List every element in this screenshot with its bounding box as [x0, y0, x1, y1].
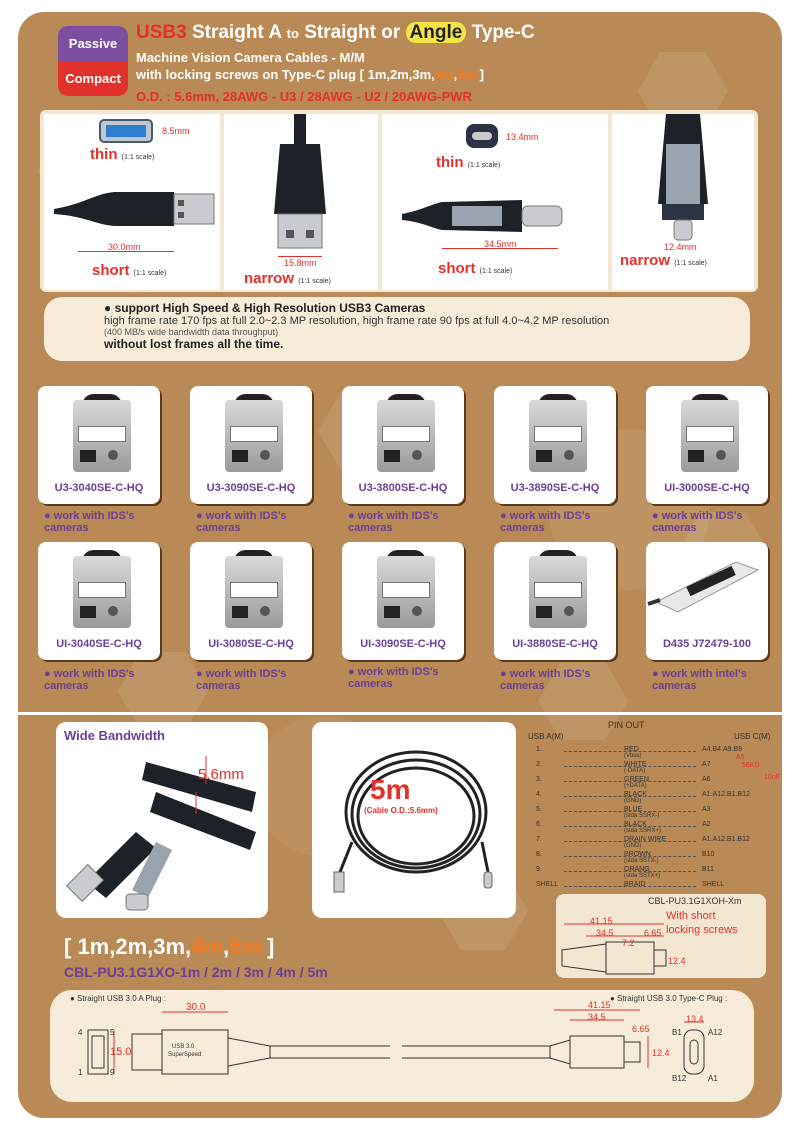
- wire-name: BROWN: [624, 851, 651, 858]
- works-with-note: ● work with IDS's cameras: [196, 510, 287, 534]
- subtitle-4m: 4m: [434, 67, 454, 82]
- connector-photo-panel: [40, 110, 758, 292]
- cable-length-5m: 5m: [370, 774, 411, 805]
- works-with-note: ● work with IDS's cameras: [652, 510, 743, 534]
- bottom-dim-34-5: 34.5: [588, 1012, 606, 1022]
- title-part3: Type-C: [471, 22, 535, 43]
- outer-diameter-spec: O.D. : 5.6mm, 28AWG - U3 / 28AWG - U2 / 20AWG-PWR: [136, 89, 472, 104]
- usb-brand-2: SuperSpeed: [168, 1052, 202, 1058]
- wire-signal: (stda SSTX-): [624, 858, 659, 864]
- pin-number: 8.: [536, 851, 542, 858]
- pinout-row: [528, 776, 782, 790]
- thin-label: thin: [90, 146, 118, 163]
- pinout-row: [528, 806, 782, 820]
- narrow-label: narrow: [620, 252, 671, 269]
- narrow-label: narrow: [244, 270, 295, 287]
- passive-compact-badge: [58, 26, 128, 96]
- wire-name: DRAIN WIRE: [624, 836, 666, 843]
- narrow-caption: [244, 270, 331, 287]
- compact-badge: Compact: [58, 61, 128, 96]
- thin-caption-c: [436, 154, 500, 171]
- wide-bandwidth-panel: [56, 722, 268, 918]
- pin-number: 1.: [536, 746, 542, 753]
- camera-name: U3-3890SE-C-HQ: [510, 482, 600, 494]
- wire-name: BLACK: [624, 821, 647, 828]
- pin-1-label: 1: [78, 1068, 83, 1077]
- camera-card: [494, 386, 616, 504]
- pinout-row: [528, 881, 782, 895]
- pin-b1-label: B1: [672, 1028, 682, 1037]
- intel-camera-image: [646, 542, 768, 632]
- pinout-row: [528, 866, 782, 880]
- title-to: to: [286, 26, 299, 41]
- scale-label: (1:1 scale): [133, 270, 167, 277]
- pinout-res-value: 56KΩ: [742, 762, 760, 769]
- short-variant-part: CBL-PU3.1G1XOH-Xm: [648, 896, 742, 906]
- camera-name: UI-3880SE-C-HQ: [512, 638, 598, 650]
- pinout-usb-a-label: USB A(M): [528, 732, 564, 741]
- wide-bandwidth-title: Wide Bandwidth: [64, 728, 165, 743]
- usb-a-narrow-cell: [224, 114, 378, 290]
- pin-number: 2.: [536, 761, 542, 768]
- pin-number: 4.: [536, 791, 542, 798]
- support-line3: without lost frames all the time.: [104, 337, 284, 351]
- camera-card-d435: [646, 542, 768, 660]
- type-c-pins: A3: [702, 806, 711, 813]
- title-part2: Straight or: [304, 22, 401, 43]
- short-dim-6-65: 6.65: [644, 928, 662, 938]
- type-c-pins: A7: [702, 761, 711, 768]
- subtitle-line2: [136, 67, 484, 82]
- support-heading: ● support High Speed & High Resolution USB3 Cameras: [104, 301, 426, 315]
- dim-13-4mm: 13.4mm: [506, 132, 539, 142]
- page-title: [136, 22, 535, 44]
- short-dim-12-4: 12.4: [668, 956, 686, 966]
- type-c-pins: B10: [702, 851, 715, 858]
- camera-name: U3-3090SE-C-HQ: [206, 482, 296, 494]
- type-c-pins: A1.A12.B1.B12: [702, 791, 750, 798]
- wire-name: BRAID: [624, 881, 646, 888]
- pinout-cap-value: 10nF: [764, 774, 780, 781]
- type-c-pins: A2: [702, 821, 711, 828]
- pin-number: 9.: [536, 866, 542, 873]
- pin-a12-label: A12: [708, 1028, 723, 1037]
- bottom-dim-15: 15.0: [110, 1046, 132, 1058]
- narrow-caption-c: [620, 252, 707, 269]
- camera-card: [646, 386, 768, 504]
- scale-label: (1:1 scale): [298, 278, 331, 285]
- short-variant-note1: With short: [666, 910, 716, 922]
- bottom-dim-13-4: 13.4: [686, 1014, 704, 1024]
- camera-name: UI-3080SE-C-HQ: [208, 638, 294, 650]
- short-dim-41-15: 41.15: [590, 916, 613, 926]
- coiled-cable-panel: [312, 722, 516, 918]
- pinout-row: [528, 791, 782, 805]
- works-with-note: ● work with IDS's cameras: [44, 668, 135, 692]
- scale-label: (1:1 scale): [674, 260, 707, 267]
- subtitle-lengths: with locking screws on Type-C plug [ 1m,2m,3m,: [136, 67, 435, 82]
- support-line1: high frame rate 170 fps at full 2.0~2.3 MP resolution, high frame rate 90 fps at full 4.0~4.2 MP resolution: [104, 315, 610, 327]
- lengths-comma: ,: [222, 934, 230, 959]
- wire-signal: (-DATA): [624, 768, 646, 774]
- pin-number: 3.: [536, 776, 542, 783]
- wire-name: RED: [624, 746, 639, 753]
- subtitle-end: ]: [476, 67, 484, 82]
- camera-card: [190, 386, 312, 504]
- short-dim-7-2: 7.2: [622, 938, 635, 948]
- pin-4-label: 4: [78, 1028, 83, 1037]
- subtitle-comma: ,: [453, 67, 458, 82]
- pinout-res-a5: A5: [736, 754, 745, 761]
- wire-signal: (stda SSRX+): [624, 828, 661, 834]
- type-c-pins: SHELL: [702, 881, 725, 888]
- subtitle-5m: 5m: [457, 67, 477, 82]
- support-heading-text: support High Speed & High Resolution USB3 Cameras: [114, 301, 426, 315]
- bottom-dim-30: 30.0: [186, 1002, 206, 1013]
- camera-card: [494, 542, 616, 660]
- wire-signal: (+DATA): [624, 783, 647, 789]
- camera-name: UI-3090SE-C-HQ: [360, 638, 446, 650]
- dim-line-15-8: [278, 256, 322, 257]
- coiled-cable-image: [312, 722, 516, 918]
- passive-badge: Passive: [58, 26, 128, 61]
- camera-card: [38, 542, 160, 660]
- thin-caption: [90, 146, 154, 163]
- scale-label: (1:1 scale): [479, 268, 513, 275]
- plug-dimension-drawing: [50, 990, 754, 1102]
- works-with-note: ● work with intel's cameras: [652, 668, 747, 692]
- wire-name: GREEN: [624, 776, 649, 783]
- camera-card: [190, 542, 312, 660]
- bottom-dim-6-65: 6.65: [632, 1024, 650, 1034]
- pin-9-label: 9: [110, 1068, 115, 1077]
- camera-name: D435 J72479-100: [662, 638, 752, 650]
- support-info-panel: [44, 297, 750, 361]
- type-c-pins: A4.B4.A9.B9: [702, 746, 743, 753]
- camera-card: [38, 386, 160, 504]
- works-with-note: ● work with IDS's cameras: [348, 510, 439, 534]
- wire-name: BLUE: [624, 806, 643, 813]
- pinout-diagram: [528, 720, 782, 892]
- scale-label: (1:1 scale): [121, 154, 155, 161]
- works-with-note: ● work with IDS's cameras: [500, 668, 591, 692]
- section-divider: [18, 712, 782, 715]
- dimension-drawing-panel: [50, 990, 754, 1102]
- scale-label: (1:1 scale): [467, 162, 501, 169]
- dim-12-4mm: 12.4mm: [664, 242, 697, 252]
- dim-30mm: 30.0mm: [108, 242, 141, 252]
- wire-name: ORANG: [624, 866, 650, 873]
- short-label: short: [438, 260, 476, 277]
- camera-card: [342, 542, 464, 660]
- dim-8-5mm: 8.5mm: [162, 126, 190, 136]
- support-line2: (400 MB/s wide bandwidth data throughput): [104, 327, 279, 337]
- bottom-dim-12-4: 12.4: [652, 1048, 670, 1058]
- usb-a-plug-title: ● Straight USB 3.0 A Plug :: [70, 994, 167, 1003]
- pin-number: 5.: [536, 806, 542, 813]
- wire-signal: (stda SSRX-): [624, 813, 660, 819]
- pinout-row: [528, 821, 782, 835]
- pin-number: SHELL: [536, 881, 559, 888]
- lengths-end: ]: [260, 934, 275, 959]
- wide-dim-5-6mm: 5.6mm: [198, 766, 244, 783]
- wire-signal: (stda SSTX+): [624, 873, 661, 879]
- camera-name: U3-3800SE-C-HQ: [358, 482, 448, 494]
- wire-signal: (GND): [624, 843, 642, 849]
- type-c-narrow-cell: [612, 114, 754, 290]
- works-with-note: ● work with IDS's cameras: [44, 510, 135, 534]
- short-dim-34-5: 34.5: [596, 928, 614, 938]
- works-with-note: ● work with IDS's cameras: [196, 668, 287, 692]
- lengths-a: [ 1m,2m,3m,: [64, 934, 192, 959]
- pinout-title: PIN OUT: [608, 720, 645, 730]
- pinout-row: [528, 851, 782, 865]
- pin-a1-label: A1: [708, 1074, 718, 1083]
- type-c-plug-title: ● Straight USB 3.0 Type-C Plug :: [610, 994, 728, 1003]
- pinout-usb-c-label: USB C(M): [734, 732, 771, 741]
- camera-name: UI-3000SE-C-HQ: [664, 482, 750, 494]
- usb-a-thin-short-cell: [44, 114, 220, 290]
- short-screw-variant-panel: [556, 894, 766, 978]
- bottom-dim-41-15: 41.15: [588, 1000, 611, 1010]
- wire-name: WHITE: [624, 761, 647, 768]
- camera-card: [342, 386, 464, 504]
- title-usb3: USB3: [136, 22, 187, 43]
- wire-signal: (GND): [624, 798, 642, 804]
- pin-number: 7.: [536, 836, 542, 843]
- camera-name: U3-3040SE-C-HQ: [54, 482, 144, 494]
- short-label: short: [92, 262, 130, 279]
- usb-brand-1: USB 3.0: [172, 1044, 195, 1050]
- part-number: CBL-PU3.1G1XO-1m / 2m / 3m / 4m / 5m: [64, 964, 328, 980]
- available-lengths: [64, 934, 274, 960]
- pinout-row: [528, 836, 782, 850]
- wire-signal: (Vbus): [624, 753, 642, 759]
- type-c-pins: B11: [702, 866, 714, 873]
- lengths-4m: 4m: [191, 934, 223, 959]
- cable-closeup-image: [56, 722, 268, 918]
- thin-label: thin: [436, 154, 464, 171]
- title-angle: Angle: [406, 22, 467, 43]
- title-part1: Straight A: [191, 22, 282, 43]
- short-caption-c: [438, 260, 512, 277]
- lengths-5m: 5m: [229, 934, 261, 959]
- dim-34-5mm: 34.5mm: [484, 239, 517, 249]
- works-with-note: ● work with IDS's cameras: [348, 666, 439, 690]
- short-variant-note2: locking screws: [666, 924, 738, 936]
- type-c-pins: A1.A12.B1.B12: [702, 836, 750, 843]
- pin-5-label: 5: [110, 1028, 115, 1037]
- wire-name: BLACK: [624, 791, 647, 798]
- type-c-thin-short-cell: [382, 114, 608, 290]
- pin-b12-label: B12: [672, 1074, 687, 1083]
- subtitle-line1: Machine Vision Camera Cables - M/M: [136, 50, 365, 65]
- dim-15-8mm: 15.8mm: [284, 258, 317, 268]
- cable-od-note: (Cable O.D.:5.6mm): [364, 806, 438, 815]
- works-with-note: ● work with IDS's cameras: [500, 510, 591, 534]
- short-caption: [92, 262, 166, 279]
- pin-number: 6.: [536, 821, 542, 828]
- camera-name: UI-3040SE-C-HQ: [56, 638, 142, 650]
- type-c-pins: A6: [702, 776, 711, 783]
